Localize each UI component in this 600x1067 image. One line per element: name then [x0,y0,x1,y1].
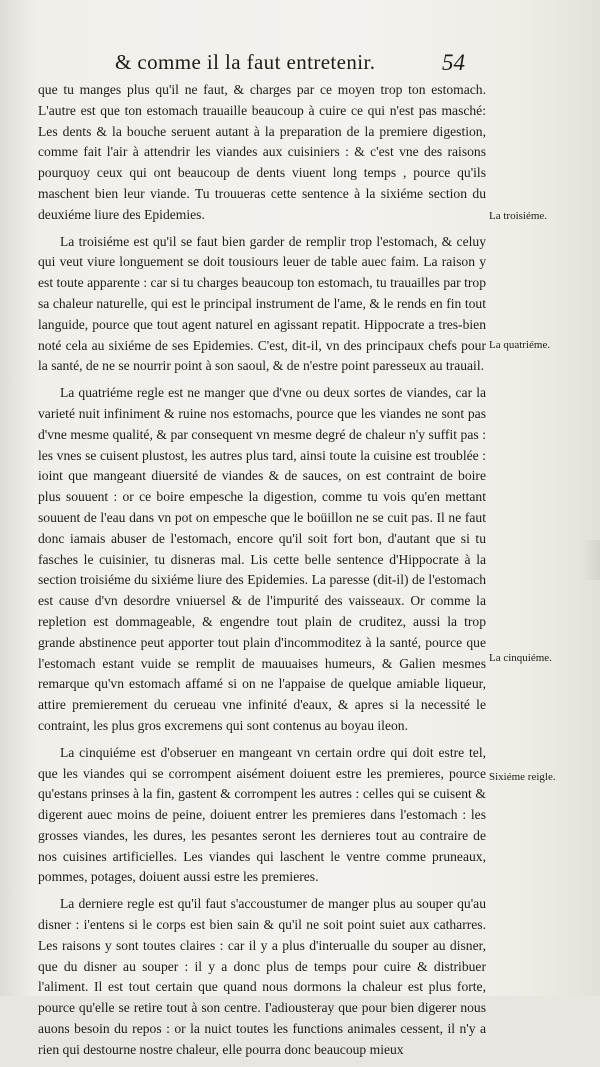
paragraph-derniere: La derniere regle est qu'il faut s'accoustumer de manger plus au souper qu'au disner : i'entens si le corps est bien sain & qu'il ne soit point suiet aux catharres. Les raisons y sont toutes claires : car il y a plus d'interualle du souper au disner, que du disner au souper : il y a donc plus de temps pour cuire & distribuer l'aliment. Il est tout certain que quand nous dormons la chaleur est plus forte, pource qu'elle se retire tout à son centre. I'adiousteray que pour bien digerer nous auons besoin du repos : or la nuict toutes les functions animales cessent, il n'y a rien qui destourne nostre chaleur, elle pourra donc beaucoup mieux [38,896,486,1057]
paragraph-1: que tu manges plus qu'il ne faut, & charges par ce moyen trop ton estomach. L'autre est que ton estomach trauaille beaucoup à cuire ce qui n'est pas masché: Les dents & la bouche seruent autant à la preparation de la premiere digestion, comme fait l'air à attendrir les viandes aux cuisiniers : & c'est vne des raisons pourquoy ceux qui ont beaucoup de dents viuent long temps , pource qu'ils maschent bien leur viande. Tu trouueras cette sentence à la sixiéme section du deuxiéme liure des Epidemies. [38,82,486,222]
running-title: & comme il la faut entretenir. [115,50,376,74]
paragraph-cinquieme: La cinquiéme est d'obseruer en mangeant vn certain ordre qui doit estre tel, que les viandes qui se corrompent aisément doiuent estre les premieres, pource qu'estans prinses à la fin, gastent & corrompent les autres : celles qui se cuisent & digerent auec moins de peine, doiuent entrer les premieres dans l'estomach : les grosses viandes, les dures, les pesantes seront les dernieres tout au contraire de nos cuisines artificielles. Les viandes qui laschent le ventre comme pruneaux, pommes, potages, doiuent aussi estre les premieres. [38,744,486,885]
margin-note-troisieme: La troisiéme. [489,210,548,222]
margin-note-sixieme: Sixiéme reigle. [489,771,556,783]
page-number: 54 [442,50,465,75]
main-text-block [38,80,486,1067]
margin-note-quatrieme: La quatriéme. [489,339,551,351]
page-edge-shadow [582,540,600,580]
paragraph-troisieme: La troisiéme est qu'il se faut bien garder de remplir trop l'estomach, & celuy qui veut viure longuement se doit tousiours leuer de table auec faim. La raison y est toute apparente : car si tu charges beaucoup ton estomach, tu trauailles par trop sa chaleur naturelle, qui est le principal instrument de l'ame, & le rends en fin tout languide, pource que tout agent naturel en agissant repatit. Hippocrate a tres-bien noté cela au sixiéme de ses Epidemies. C'est, dit-il, vn des principaux chefs pour la santé, de ne se nourrir point à son saoul, & de n'estre point paresseux au trauail. [38,233,486,374]
margin-note-cinquieme: La cinquiéme. [489,652,552,664]
paragraph-quatrieme: La quatriéme regle est ne manger que d'vne ou deux sortes de viandes, car la varieté nuit infiniment & ruine nos estomachs, pource que les viandes ne sont pas d'vne mesme qualité, & par consequent vn mesme degré de chaleur n'y suffit pas : les vnes se cuisent plustost, les autres plus tard, ainsi toute la cuisine est troublée : ioint que mangeant diuersité de viandes & de sauces, on est contraint de boire plus souuent : or ce boire empesche la digestion, comme tu vois qu'en mettant souuent de l'eau dans vn pot on empesche que le boüillon ne se cuit pas. Il ne faut donc iamais abuser de l'estomach, encore qu'il soit fort bon, d'autant que si tu fasches le cuisinier, tu disneras mal. Lis cette belle sentence d'Hippocrate à la section troisiéme du sixiéme liure des Epidemies. La paresse (dit-il) de l'estomach est cause d'vn desordre vniuersel & de l'impurité des vaisseaux. Or comme la repletion est dommageable, & engendre tout plain de cruditez, aussi la trop grande abstinence peut apporter tout plain d'incommoditez à la santé, pource que l'estomach estant vuide se remplit de mauuaises humeurs, & Galien mesmes remarque qu'vn estomach affamé si on ne l'appaise de quelque amiable liqueur, attire premierement du cerueau vne infinité d'eaux, & apres si la necessité le contraint, les plus gros excremens qui sont contenus au boyau ileon. [38,385,486,733]
